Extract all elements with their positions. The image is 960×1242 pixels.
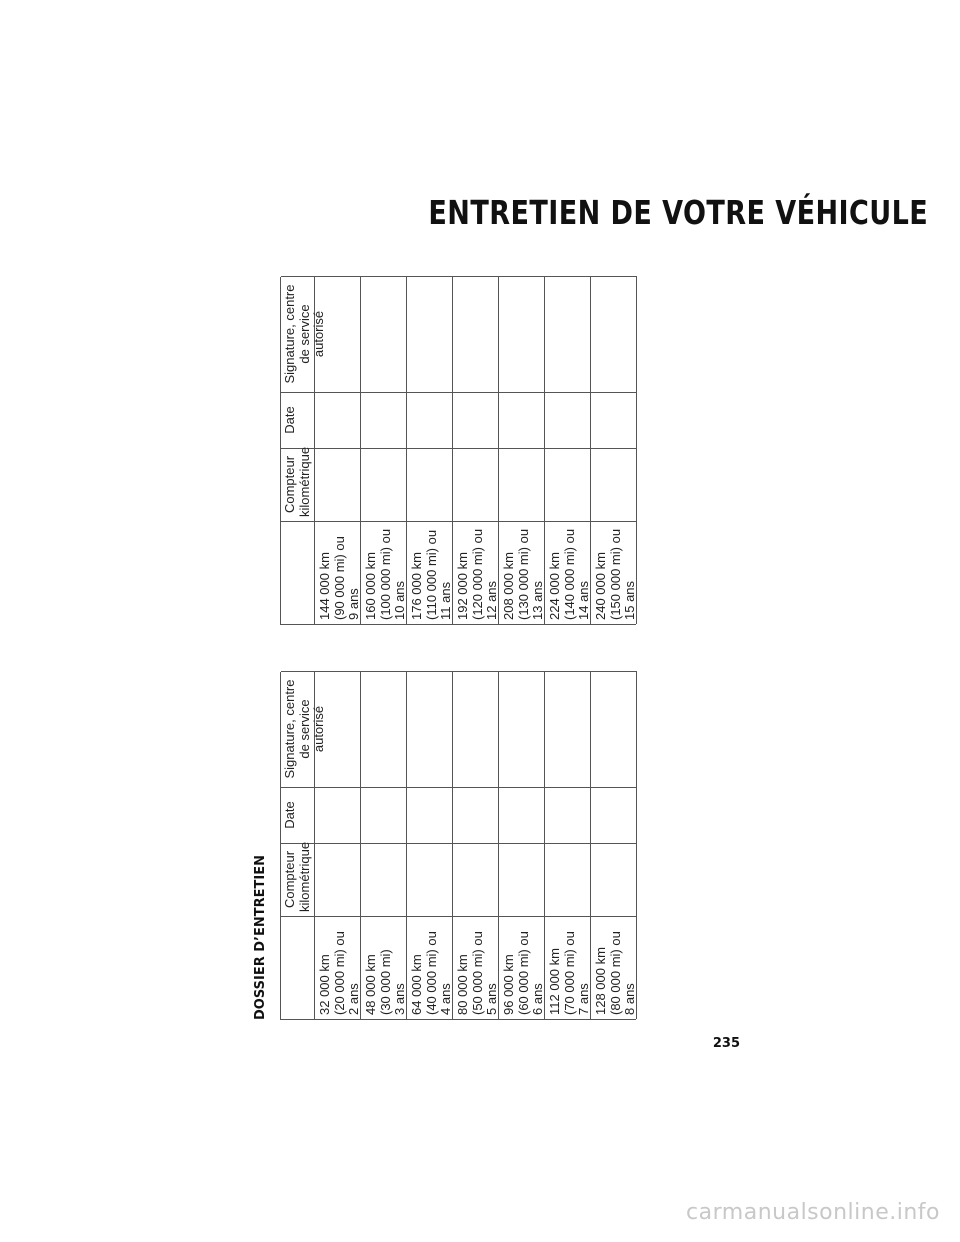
column-header: Signature, centre de service autorisé (281, 276, 315, 392)
date-cell (499, 392, 545, 448)
interval-label: 48 000 km (30 000 mi) 3 ans (361, 916, 407, 1019)
date-cell (453, 787, 499, 843)
section-title: DOSSIER D’ENTRETIEN (253, 855, 268, 1020)
date-cell (407, 787, 453, 843)
odometer-cell (407, 448, 453, 521)
maintenance-table-right (280, 277, 636, 625)
odometer-cell (453, 843, 499, 916)
column-header: Date (281, 787, 315, 843)
maintenance-table-left (280, 672, 636, 1020)
interval-label: 192 000 km (120 000 mi) ou 12 ans (453, 521, 499, 624)
date-cell (499, 787, 545, 843)
signature-cell (499, 276, 545, 392)
signature-cell (499, 671, 545, 787)
date-cell (545, 787, 591, 843)
odometer-cell (545, 843, 591, 916)
signature-cell (361, 276, 407, 392)
column-header (281, 916, 315, 1019)
odometer-cell (499, 448, 545, 521)
interval-label: 64 000 km (40 000 mi) ou 4 ans (407, 916, 453, 1019)
column-header (281, 521, 315, 624)
date-cell (591, 392, 637, 448)
interval-label: 96 000 km (60 000 mi) ou 6 ans (499, 916, 545, 1019)
interval-label: 80 000 km (50 000 mi) ou 5 ans (453, 916, 499, 1019)
signature-cell (407, 671, 453, 787)
interval-label: 224 000 km (140 000 mi) ou 14 ans (545, 521, 591, 624)
page-number: 235 (712, 1036, 740, 1051)
odometer-cell (545, 448, 591, 521)
odometer-cell (315, 843, 361, 916)
odometer-cell (407, 843, 453, 916)
signature-cell (453, 671, 499, 787)
odometer-cell (591, 843, 637, 916)
signature-cell (453, 276, 499, 392)
signature-cell (591, 671, 637, 787)
column-header: Signature, centre de service autorisé (281, 671, 315, 787)
interval-label: 128 000 km (80 000 mi) ou 8 ans (591, 916, 637, 1019)
odometer-cell (499, 843, 545, 916)
column-header: Compteur kilométrique (281, 448, 315, 521)
interval-label: 160 000 km (100 000 mi) ou 10 ans (361, 521, 407, 624)
date-cell (361, 787, 407, 843)
interval-label: 240 000 km (150 000 mi) ou 15 ans (591, 521, 637, 624)
signature-cell (315, 671, 361, 787)
interval-label: 112 000 km (70 000 mi) ou 7 ans (545, 916, 591, 1019)
odometer-cell (591, 448, 637, 521)
page-header-title: ENTRETIEN DE VOTRE VÉHICULE (428, 193, 929, 232)
date-cell (591, 787, 637, 843)
signature-cell (545, 276, 591, 392)
date-cell (315, 787, 361, 843)
interval-label: 208 000 km (130 000 mi) ou 13 ans (499, 521, 545, 624)
date-cell (453, 392, 499, 448)
interval-label: 176 000 km (110 000 mi) ou 11 ans (407, 521, 453, 624)
odometer-cell (315, 448, 361, 521)
date-cell (315, 392, 361, 448)
interval-label: 32 000 km (20 000 mi) ou 2 ans (315, 916, 361, 1019)
column-header: Date (281, 392, 315, 448)
date-cell (361, 392, 407, 448)
signature-cell (407, 276, 453, 392)
signature-cell (361, 671, 407, 787)
signature-cell (591, 276, 637, 392)
odometer-cell (453, 448, 499, 521)
odometer-cell (361, 448, 407, 521)
watermark-text: carmanualsonline.info (686, 1200, 940, 1225)
interval-label: 144 000 km (90 000 mi) ou 9 ans (315, 521, 361, 624)
date-cell (407, 392, 453, 448)
signature-cell (315, 276, 361, 392)
odometer-cell (361, 843, 407, 916)
column-header: Compteur kilométrique (281, 843, 315, 916)
signature-cell (545, 671, 591, 787)
date-cell (545, 392, 591, 448)
